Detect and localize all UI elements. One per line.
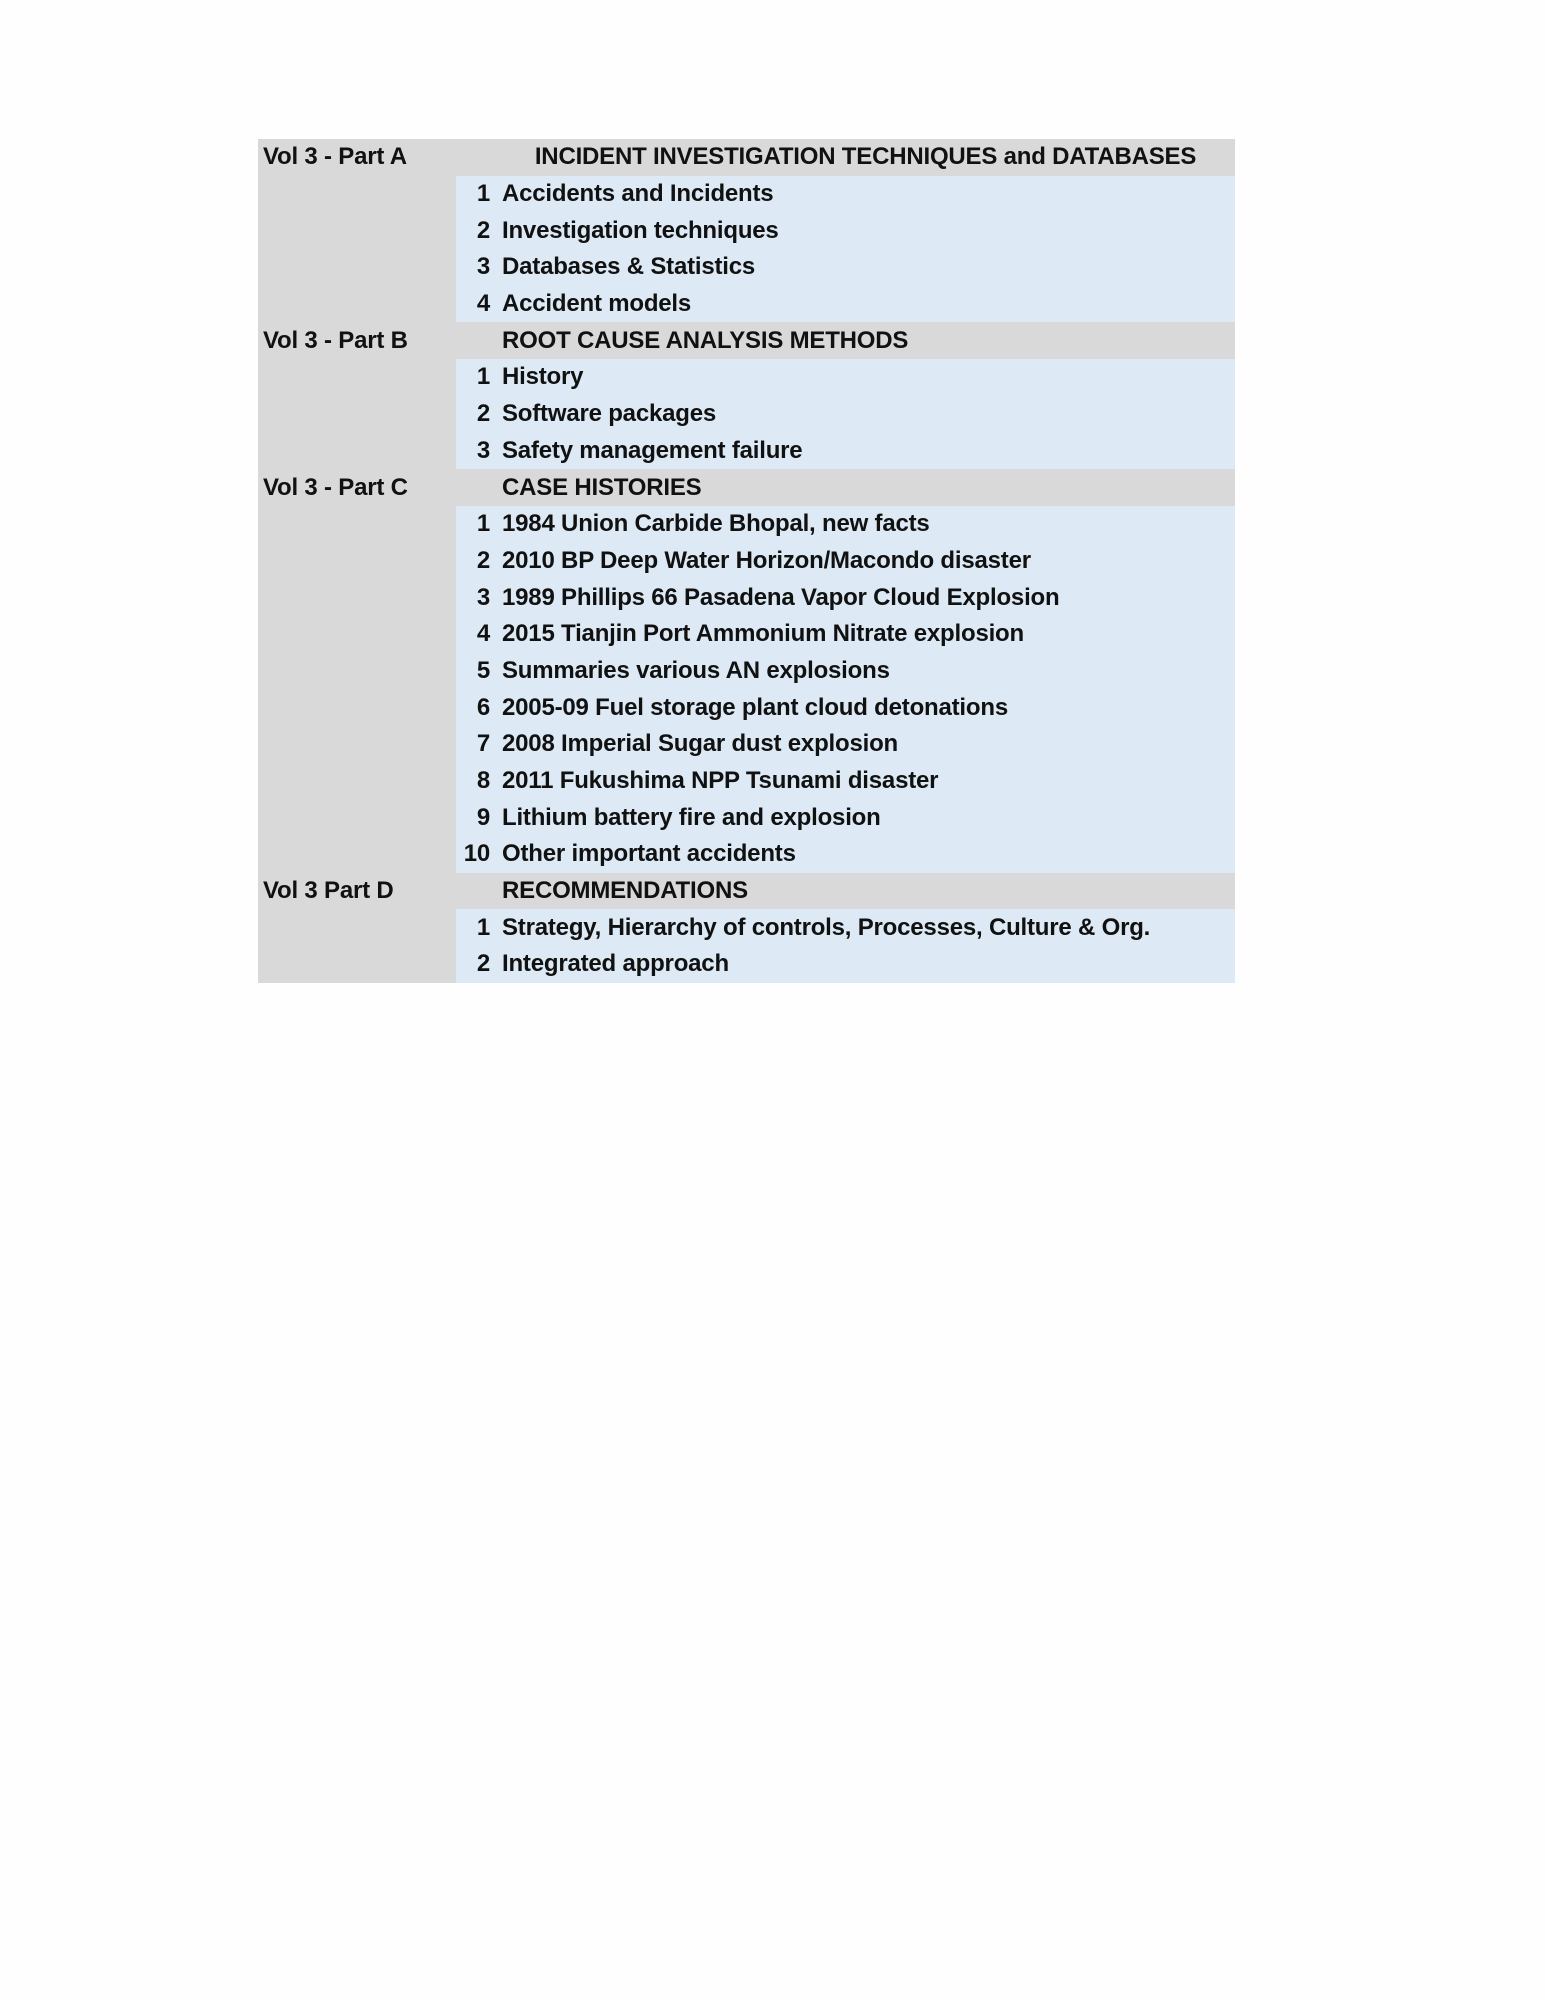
item-title: 2005-09 Fuel storage plant cloud detonations bbox=[496, 689, 1235, 726]
list-item bbox=[258, 543, 1235, 580]
item-number: 9 bbox=[456, 799, 496, 836]
list-item bbox=[258, 396, 1235, 433]
item-number: 6 bbox=[456, 689, 496, 726]
item-title: Safety management failure bbox=[496, 433, 1235, 470]
list-item bbox=[258, 579, 1235, 616]
item-title: 1984 Union Carbide Bhopal, new facts bbox=[496, 506, 1235, 543]
item-title: Strategy, Hierarchy of controls, Processes, Culture & Org. bbox=[496, 909, 1235, 946]
section-title: RECOMMENDATIONS bbox=[496, 873, 1235, 910]
list-item bbox=[258, 799, 1235, 836]
list-item bbox=[258, 249, 1235, 286]
list-item bbox=[258, 433, 1235, 470]
item-title: Integrated approach bbox=[496, 946, 1235, 983]
list-item bbox=[258, 359, 1235, 396]
item-number: 2 bbox=[456, 543, 496, 580]
list-item bbox=[258, 689, 1235, 726]
item-title: Accident models bbox=[496, 286, 1235, 323]
list-item bbox=[258, 763, 1235, 800]
item-number: 7 bbox=[456, 726, 496, 763]
list-item bbox=[258, 176, 1235, 213]
section-title: ROOT CAUSE ANALYSIS METHODS bbox=[496, 322, 1235, 359]
list-item bbox=[258, 616, 1235, 653]
part-label: Vol 3 Part D bbox=[258, 873, 456, 910]
item-title: Summaries various AN explosions bbox=[496, 653, 1235, 690]
list-item bbox=[258, 506, 1235, 543]
item-number: 4 bbox=[456, 286, 496, 323]
item-number: 1 bbox=[456, 506, 496, 543]
item-number: 2 bbox=[456, 212, 496, 249]
item-number: 3 bbox=[456, 249, 496, 286]
item-title: Databases & Statistics bbox=[496, 249, 1235, 286]
item-number: 1 bbox=[456, 176, 496, 213]
list-item bbox=[258, 212, 1235, 249]
item-title: Investigation techniques bbox=[496, 212, 1235, 249]
table-of-contents bbox=[258, 139, 1235, 983]
section-header-row bbox=[258, 469, 1235, 506]
item-title: Lithium battery fire and explosion bbox=[496, 799, 1235, 836]
item-title: 2008 Imperial Sugar dust explosion bbox=[496, 726, 1235, 763]
item-title: Software packages bbox=[496, 396, 1235, 433]
item-title: Accidents and Incidents bbox=[496, 176, 1235, 213]
item-title: 2011 Fukushima NPP Tsunami disaster bbox=[496, 763, 1235, 800]
part-label: Vol 3 - Part C bbox=[258, 469, 456, 506]
item-title: History bbox=[496, 359, 1235, 396]
list-item bbox=[258, 653, 1235, 690]
section-header-row bbox=[258, 873, 1235, 910]
item-number: 2 bbox=[456, 396, 496, 433]
item-number: 1 bbox=[456, 909, 496, 946]
list-item bbox=[258, 726, 1235, 763]
section-header-row bbox=[258, 322, 1235, 359]
part-label: Vol 3 - Part B bbox=[258, 322, 456, 359]
item-title: Other important accidents bbox=[496, 836, 1235, 873]
list-item bbox=[258, 909, 1235, 946]
section-number-cell bbox=[456, 322, 496, 359]
item-number: 1 bbox=[456, 359, 496, 396]
item-number: 2 bbox=[456, 946, 496, 983]
item-title: 2015 Tianjin Port Ammonium Nitrate explosion bbox=[496, 616, 1235, 653]
item-number: 8 bbox=[456, 763, 496, 800]
item-number: 3 bbox=[456, 433, 496, 470]
item-number: 3 bbox=[456, 579, 496, 616]
section-number-cell bbox=[456, 873, 496, 910]
section-title: INCIDENT INVESTIGATION TECHNIQUES and DATABASES bbox=[496, 139, 1235, 176]
item-title: 1989 Phillips 66 Pasadena Vapor Cloud Explosion bbox=[496, 579, 1235, 616]
item-title: 2010 BP Deep Water Horizon/Macondo disaster bbox=[496, 543, 1235, 580]
item-number: 4 bbox=[456, 616, 496, 653]
part-label: Vol 3 - Part A bbox=[258, 139, 456, 176]
section-number-cell bbox=[456, 139, 496, 176]
item-number: 5 bbox=[456, 653, 496, 690]
list-item bbox=[258, 946, 1235, 983]
list-item bbox=[258, 286, 1235, 323]
section-title: CASE HISTORIES bbox=[496, 469, 1235, 506]
section-header-row bbox=[258, 139, 1235, 176]
item-number: 10 bbox=[456, 836, 496, 873]
section-number-cell bbox=[456, 469, 496, 506]
list-item bbox=[258, 836, 1235, 873]
